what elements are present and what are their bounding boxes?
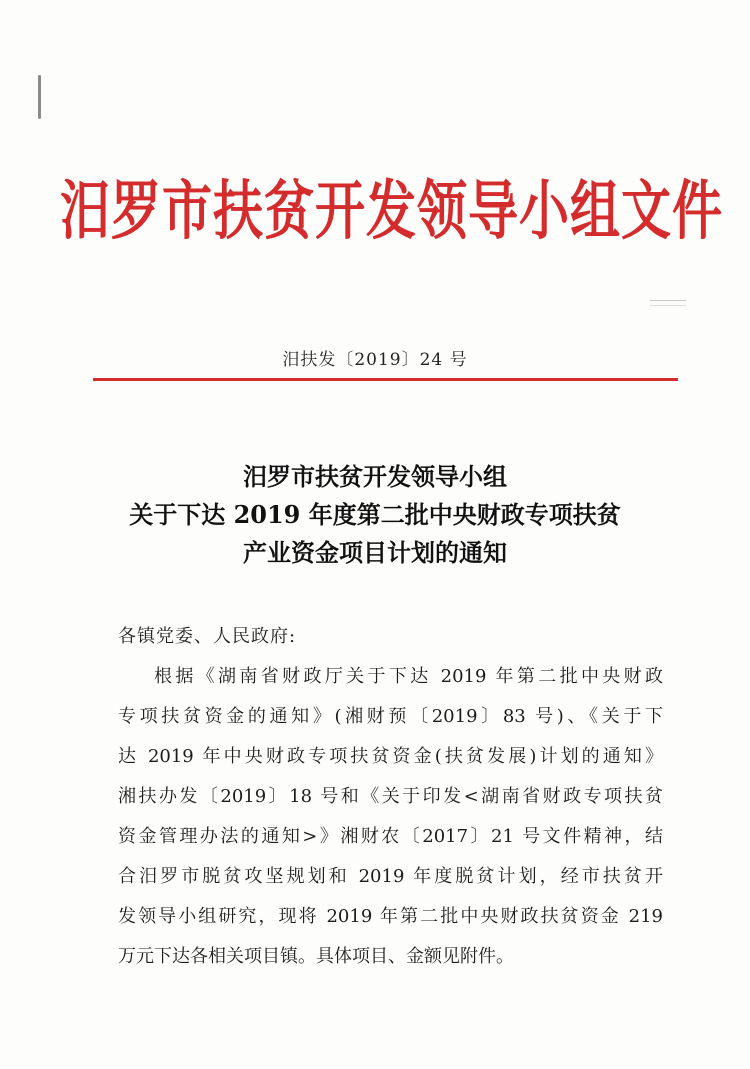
red-divider-line	[93, 378, 678, 381]
body-line-3: 达 2019 年中央财政专项扶贫资金(扶贫发展)计划的通知》	[118, 746, 663, 767]
body-line-7: 发领导小组研究，现将 2019 年第二批中央财政扶贫资金 219	[118, 906, 663, 927]
notice-title-line-1: 汨罗市扶贫开发领导小组	[243, 462, 507, 491]
binding-mark	[38, 75, 41, 119]
document-number: 汨扶发〔2019〕24 号	[282, 350, 468, 370]
body-line-6: 合汨罗市脱贫攻坚规划和 2019 年度脱贫计划，经市扶贫开	[118, 866, 663, 887]
body-line-8: 万元下达各相关项目镇。具体项目、金额见附件。	[118, 946, 514, 967]
issuing-authority-header: 汨罗市扶贫开发领导小组文件	[60, 172, 723, 249]
body-paragraph	[118, 657, 663, 977]
body-line-4: 湘扶办发〔2019〕18 号和《关于印发<湖南省财政专项扶贫	[118, 786, 663, 807]
scan-edge-mark	[650, 300, 686, 306]
body-line-2: 专项扶贫资金的通知》(湘财预〔2019〕83 号)、《关于下	[118, 706, 663, 727]
body-line-5: 资金管理办法的通知>》湘财农〔2017〕21 号文件精神，结	[118, 826, 663, 847]
body-line-1: 根据《湖南省财政厅关于下达 2019 年第二批中央财政	[154, 666, 663, 687]
notice-title	[0, 458, 750, 572]
salutation: 各镇党委、人民政府:	[118, 626, 297, 647]
notice-title-line-2: 关于下达 2019 年度第二批中央财政专项扶贫	[129, 500, 621, 529]
notice-title-line-3: 产业资金项目计划的通知	[243, 538, 507, 567]
